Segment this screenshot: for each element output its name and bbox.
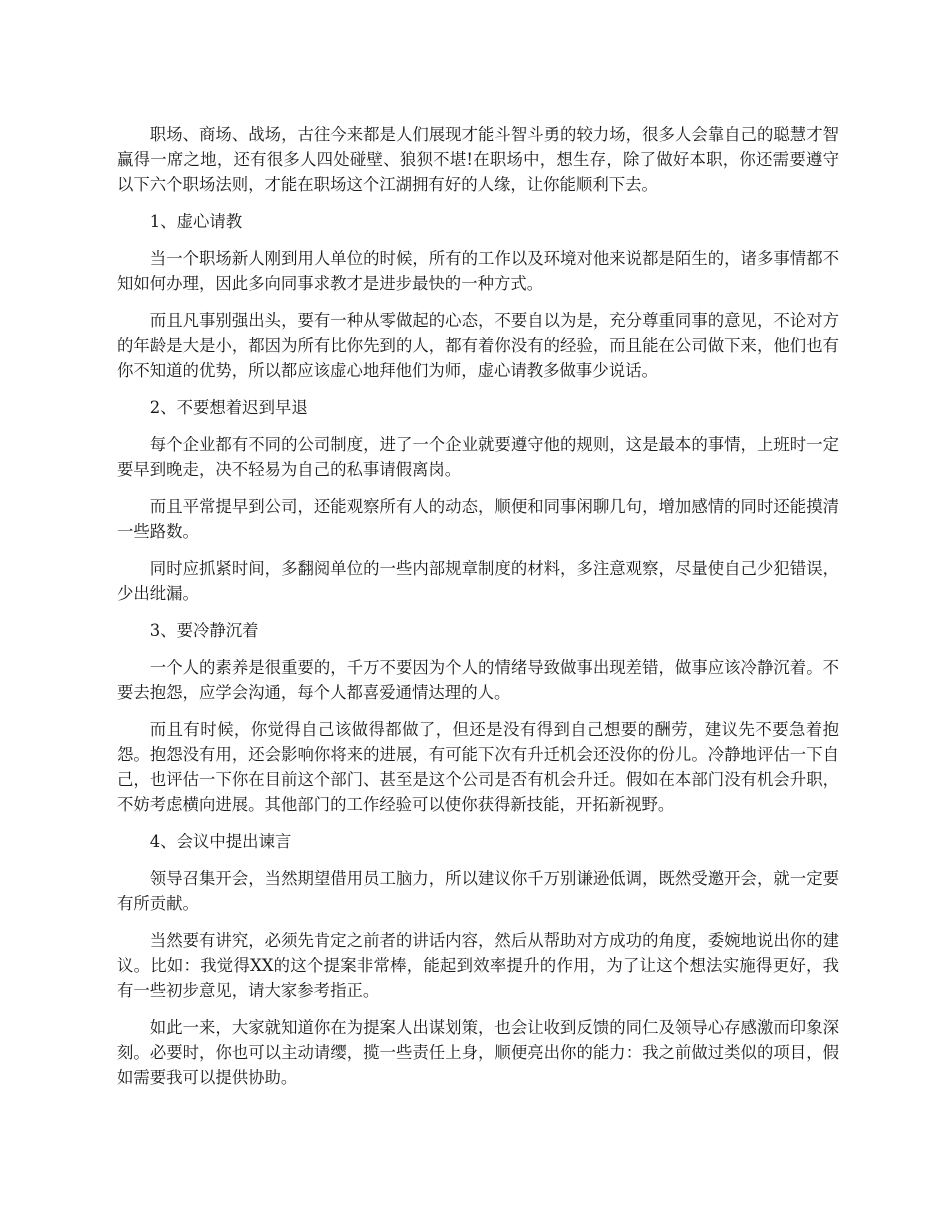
section-heading-4: 4、会议中提出谏言 (149, 832, 292, 851)
paragraph: 如此一来，大家就知道你在为提案人出谋划策，也会让收到反馈的同仁及领导心存感激而印象深刻。必要时，你也可以主动请缨，揽一些责任上身，顺便亮出你的能力：我之前做过类似的项目，假如需要我可以提供协助。 (117, 1018, 839, 1087)
paragraph: 一个人的素养是很重要的，千万不要因为个人的情绪导致做事出现差错，做事应该冷静沉着。不要去抱怨，应学会沟通，每个人都喜爱通情达理的人。 (117, 658, 839, 702)
paragraph: 而且平常提早到公司，还能观察所有人的动态，顺便和同事闲聊几句，增加感情的同时还能摸清一些路数。 (117, 497, 839, 541)
paragraph: 每个企业都有不同的公司制度，进了一个企业就要遵守他的规则，这是最本的事情，上班时一定要早到晚走，决不轻易为自己的私事请假离岗。 (117, 435, 839, 479)
section-heading-3: 3、要冷静沉着 (149, 621, 259, 640)
section-heading-2: 2、不要想着迟到早退 (149, 398, 308, 417)
paragraph: 同时应抓紧时间，多翻阅单位的一些内部规章制度的材料，多注意观察，尽量使自己少犯错误，少出纰漏。 (117, 559, 839, 603)
paragraph: 当一个职场新人刚到用人单位的时候，所有的工作以及环境对他来说都是陌生的，诸多事情都不知如何办理，因此多向同事求教才是进步最快的一种方式。 (117, 249, 839, 293)
paragraph: 当然要有讲究，必须先肯定之前者的讲话内容，然后从帮助对方成功的角度，委婉地说出你的建议。比如：我觉得XX的这个提案非常棒，能起到效率提升的作用，为了让这个想法实施得更好，我有一些初步意见，请大家参考指正。 (117, 931, 839, 1000)
document-page (117, 122, 839, 1102)
intro-paragraph: 职场、商场、战场，古往今来都是人们展现才能斗智斗勇的较力场，很多人会靠自己的聪慧才智赢得一席之地，还有很多人四处碰壁、狼狈不堪!在职场中，想生存，除了做好本职，你还需要遵守以下六个职场法则，才能在职场这个江湖拥有好的人缘，让你能顺利下去。 (117, 125, 839, 194)
section-heading-1: 1、虚心请教 (149, 212, 243, 231)
paragraph: 而且凡事别强出头，要有一种从零做起的心态，不要自以为是，充分尊重同事的意见，不论对方的年龄是大是小，都因为所有比你先到的人，都有着你没有的经验，而且能在公司做下来，他们也有你不知道的优势，所以都应该虚心地拜他们为师，虚心请教多做事少说话。 (117, 311, 839, 380)
paragraph: 领导召集开会，当然期望借用员工脑力，所以建议你千万别谦逊低调，既然受邀开会，就一定要有所贡献。 (117, 869, 839, 913)
paragraph: 而且有时候，你觉得自己该做得都做了，但还是没有得到自己想要的酬劳，建议先不要急着抱怨。抱怨没有用，还会影响你将来的进展，有可能下次有升迁机会还没你的份儿。冷静地评估一下自己，也评估一下你在目前这个部门、甚至是这个公司是否有机会升迁。假如在本部门没有机会升职，不妨考虑横向进展。其他部门的工作经验可以使你获得新技能，开拓新视野。 (117, 720, 839, 814)
